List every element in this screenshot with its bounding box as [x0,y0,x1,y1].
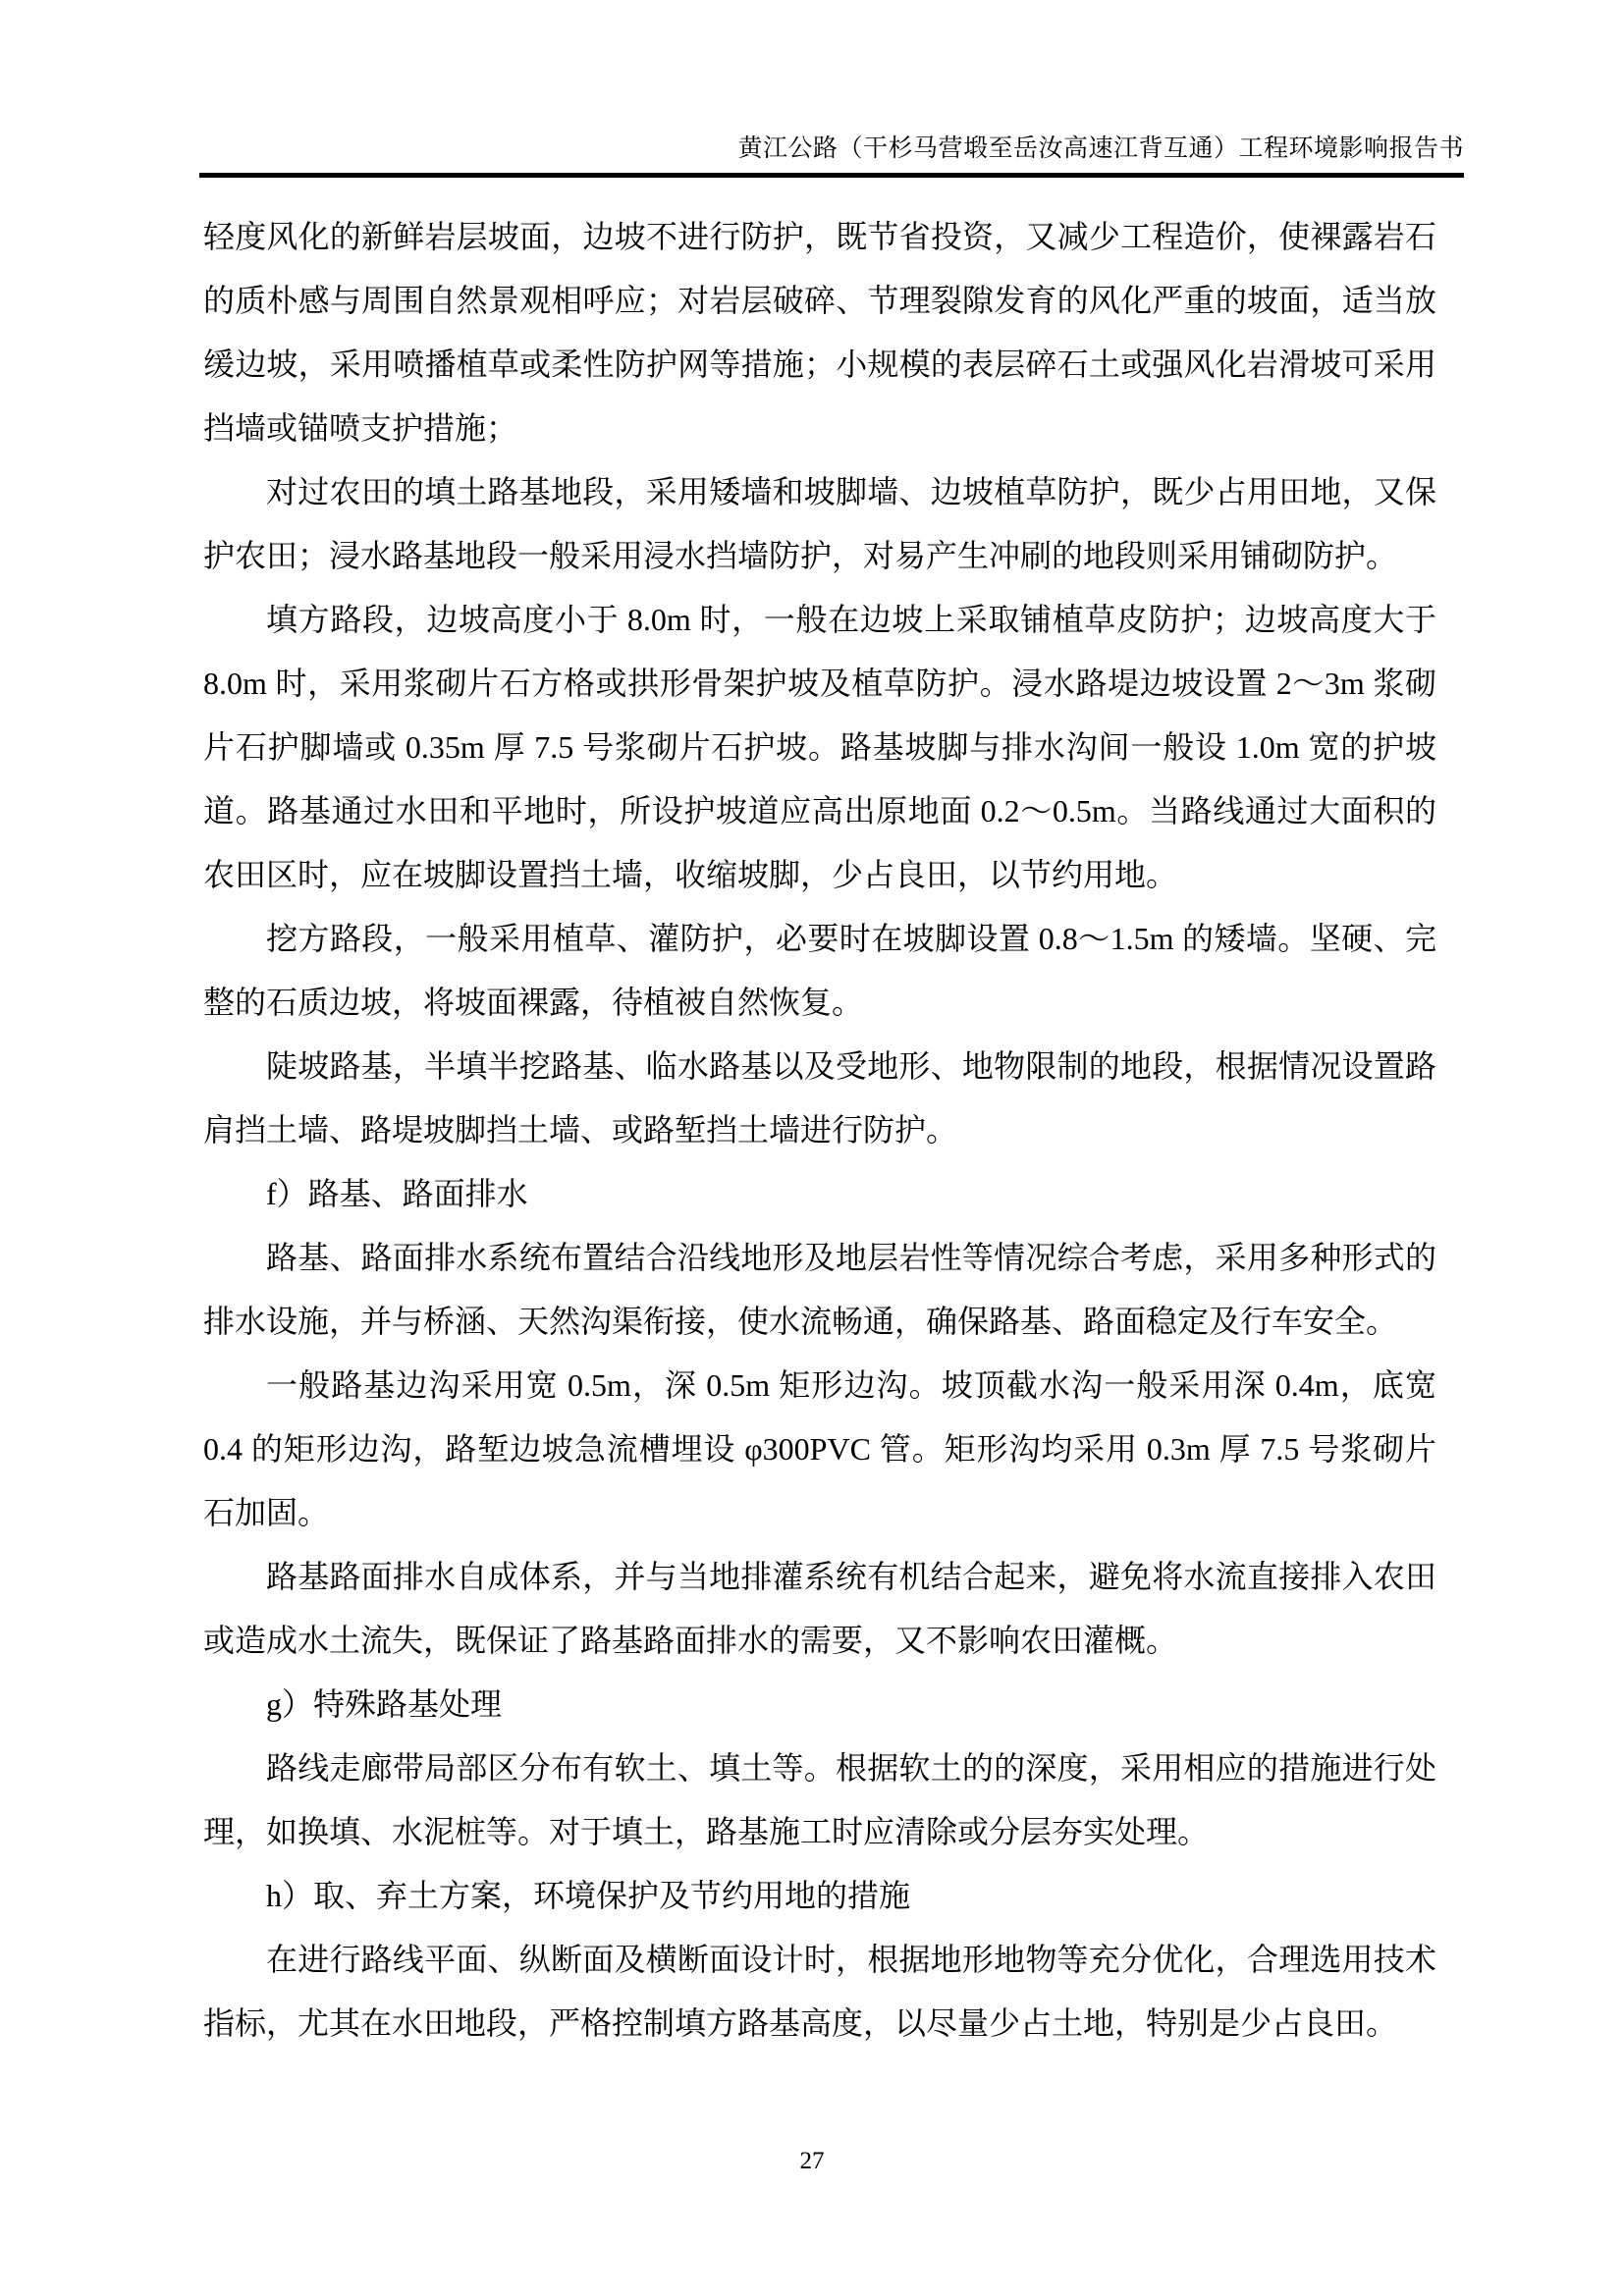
paragraph: 陡坡路基，半填半挖路基、临水路基以及受地形、地物限制的地段，根据情况设置路肩挡土墙、路堤坡脚挡土墙、或路堑挡土墙进行防护。 [203,1048,1436,1148]
section-heading-g: g）特殊路基处理 [266,1686,503,1722]
page-header [199,133,1464,165]
page-number: 27 [799,2148,825,2174]
paragraph: 在进行路线平面、纵断面及横断面设计时，根据地形地物等充分优化，合理选用技术指标，尤其在水田地段，严格控制填方路基高度，以尽量少占土地，特别是少占良田。 [203,1942,1436,2041]
header-rule [199,173,1464,178]
paragraph: 一般路基边沟采用宽 0.5m，深 0.5m 矩形边沟。坡顶截水沟一般采用深 0.4m，底宽 0.4 的矩形边沟，路堑边坡急流槽埋设 φ300PVC 管。矩形沟均采用 0.3m 厚 7.5 号浆砌片石加固。 [203,1367,1436,1530]
paragraph: 对过农田的填土路基地段，采用矮墙和坡脚墙、边坡植草防护，既少占用田地，又保护农田；浸水路基地段一般采用浸水挡墙防护，对易产生冲刷的地段则采用铺砌防护。 [203,474,1436,573]
header-title: 黄江公路（干杉马营塅至岳汝高速江背互通）工程环境影响报告书 [737,135,1464,162]
section-heading-f: f）路基、路面排水 [266,1176,528,1211]
section-heading-h: h）取、弃土方案，环境保护及节约用地的措施 [266,1878,911,1913]
paragraph-continuation: 轻度风化的新鲜岩层坡面，边坡不进行防护，既节省投资，又减少工程造价，使裸露岩石的质朴感与周围自然景观相呼应；对岩层破碎、节理裂隙发育的风化严重的坡面，适当放缓边坡，采用喷播植草或柔性防护网等措施；小规模的表层碎石土或强风化岩滑坡可采用挡墙或锚喷支护措施； [203,219,1436,446]
paragraph: 路基、路面排水系统布置结合沿线地形及地层岩性等情况综合考虑，采用多种形式的排水设施，并与桥涵、天然沟渠衔接，使水流畅通，确保路基、路面稳定及行车安全。 [203,1240,1436,1339]
paragraph: 填方路段，边坡高度小于 8.0m 时，一般在边坡上采取铺植草皮防护；边坡高度大于 8.0m 时，采用浆砌片石方格或拱形骨架护坡及植草防护。浸水路堤边坡设置 2～3m 浆砌片石护脚墙或 0.35m 厚 7.5 号浆砌片石护坡。路基坡脚与排水沟间一般设 1.0m 宽的护坡道。路基通过水田和平地时，所设护坡道应高出原地面 0.2～0.5m。当路线通过大面积的农田区时，应在坡脚设置挡土墙，收缩坡脚，少占良田，以节约用地。 [203,602,1436,892]
paragraph: 路线走廊带局部区分布有软土、填土等。根据软土的的深度，采用相应的措施进行处理，如换填、水泥桩等。对于填土，路基施工时应清除或分层夯实处理。 [203,1750,1436,1849]
document-body [203,205,1436,2056]
paragraph: 挖方路段，一般采用植草、灌防护，必要时在坡脚设置 0.8～1.5m 的矮墙。坚硬、完整的石质边坡，将坡面裸露，待植被自然恢复。 [203,921,1436,1020]
paragraph: 路基路面排水自成体系，并与当地排灌系统有机结合起来，避免将水流直接排入农田或造成水土流失，既保证了路基路面排水的需要，又不影响农田灌概。 [203,1559,1436,1658]
